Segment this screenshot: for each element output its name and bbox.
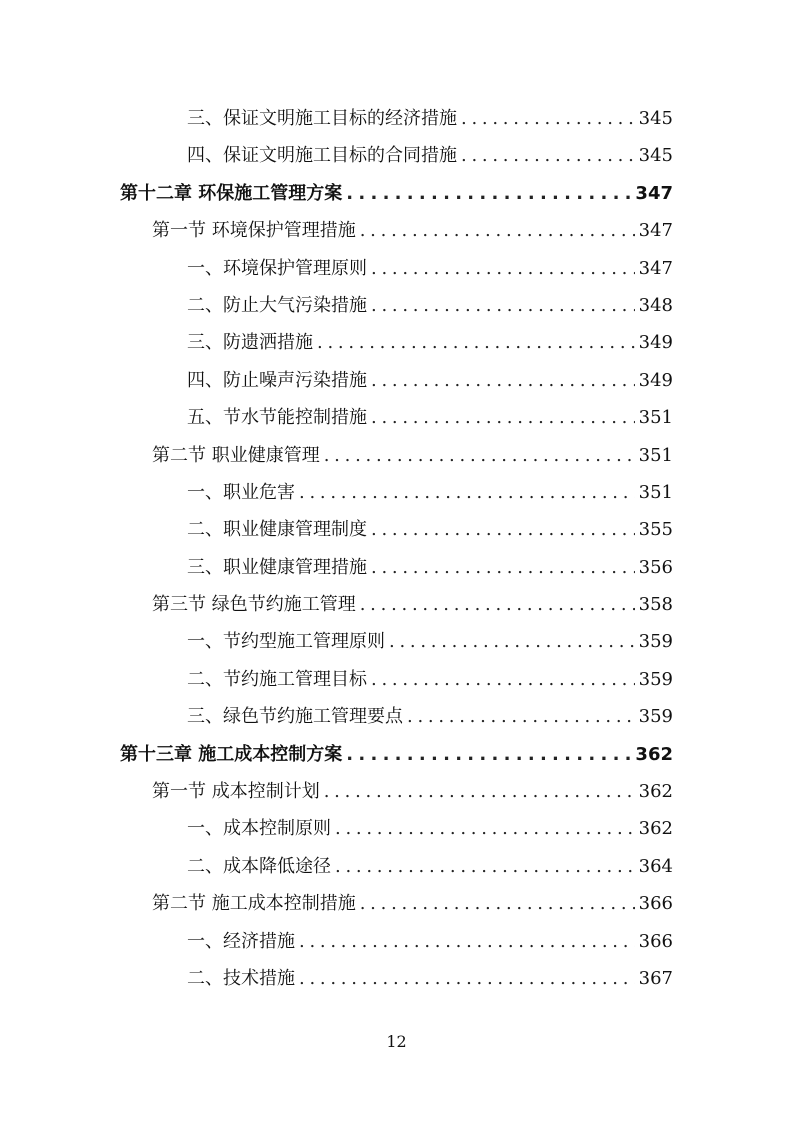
toc-dot-leader — [461, 100, 635, 137]
toc-section-entry[interactable] — [120, 773, 673, 810]
toc-entry-page: 362 — [635, 743, 673, 765]
toc-entry-title: 二、节约施工管理目标 — [187, 668, 367, 690]
toc-entry-title: 一、节约型施工管理原则 — [187, 631, 385, 653]
toc-section-entry[interactable] — [120, 586, 673, 623]
toc-subsection-entry[interactable] — [120, 923, 673, 960]
toc-entry-title: 第十二章 环保施工管理方案 — [120, 182, 343, 204]
toc-entry-title: 第二节 职业健康管理 — [152, 444, 320, 466]
toc-entry-title: 五、节水节能控制措施 — [187, 407, 367, 429]
toc-subsection-entry[interactable] — [120, 698, 673, 735]
toc-entry-page: 348 — [638, 294, 673, 316]
toc-dot-leader — [346, 175, 631, 212]
toc-dot-leader — [461, 137, 635, 174]
toc-entry-page: 359 — [638, 706, 673, 728]
toc-entry-page: 351 — [638, 444, 673, 466]
toc-dot-leader — [371, 287, 635, 324]
toc-dot-leader — [299, 474, 635, 511]
toc-entry-title: 第一节 环境保护管理措施 — [152, 220, 356, 242]
toc-entry-title: 四、保证文明施工目标的合同措施 — [187, 145, 457, 167]
toc-entry-title: 第十三章 施工成本控制方案 — [120, 743, 343, 765]
toc-entry-page: 345 — [638, 145, 673, 167]
toc-subsection-entry[interactable] — [120, 362, 673, 399]
toc-entry-page: 362 — [638, 818, 673, 840]
toc-entry-title: 三、职业健康管理措施 — [187, 556, 367, 578]
toc-entry-title: 一、成本控制原则 — [187, 818, 331, 840]
toc-section-entry[interactable] — [120, 437, 673, 474]
toc-entry-page: 349 — [638, 369, 673, 391]
toc-subsection-entry[interactable] — [120, 960, 673, 997]
toc-entry-title: 二、防止大气污染措施 — [187, 294, 367, 316]
toc-entry-title: 二、成本降低途径 — [187, 855, 331, 877]
toc-dot-leader — [317, 324, 635, 361]
toc-entry-title: 第三节 绿色节约施工管理 — [152, 594, 356, 616]
toc-dot-leader — [324, 437, 635, 474]
toc-subsection-entry[interactable] — [120, 810, 673, 847]
toc-entry-title: 一、经济措施 — [187, 930, 295, 952]
toc-entry-title: 三、保证文明施工目标的经济措施 — [187, 108, 457, 129]
toc-entry-page: 366 — [638, 930, 673, 952]
toc-entry-page: 366 — [638, 893, 673, 915]
toc-dot-leader — [371, 250, 635, 287]
toc-entry-page: 347 — [638, 257, 673, 279]
toc-dot-leader — [360, 212, 635, 249]
toc-subsection-entry[interactable] — [120, 661, 673, 698]
toc-dot-leader — [324, 773, 635, 810]
toc-dot-leader — [389, 623, 635, 660]
toc-entry-page: 351 — [638, 407, 673, 429]
toc-entry-title: 一、职业危害 — [187, 481, 295, 503]
toc-entry-title: 三、绿色节约施工管理要点 — [187, 706, 403, 728]
toc-entry-page: 367 — [638, 967, 673, 989]
toc-dot-leader — [335, 848, 635, 885]
toc-subsection-entry[interactable] — [120, 623, 673, 660]
toc-dot-leader — [346, 736, 631, 773]
toc-entry-title: 二、技术措施 — [187, 967, 295, 989]
toc-entry-page: 359 — [638, 668, 673, 690]
toc-entry-page: 347 — [638, 220, 673, 242]
toc-chapter-entry[interactable] — [120, 175, 673, 212]
toc-dot-leader — [407, 698, 635, 735]
page-number: 12 — [386, 1032, 407, 1051]
toc-entry-page: 362 — [638, 781, 673, 803]
toc-entry-title: 一、环境保护管理原则 — [187, 257, 367, 279]
toc-entry-title: 三、防遗洒措施 — [187, 332, 313, 354]
toc-subsection-entry[interactable] — [120, 100, 673, 137]
toc-subsection-entry[interactable] — [120, 137, 673, 174]
toc-entry-page: 358 — [638, 594, 673, 616]
toc-dot-leader — [371, 661, 635, 698]
toc-dot-leader — [371, 549, 635, 586]
toc-entry-page: 359 — [638, 631, 673, 653]
toc-subsection-entry[interactable] — [120, 324, 673, 361]
toc-dot-leader — [371, 511, 635, 548]
toc-section-entry[interactable] — [120, 212, 673, 249]
toc-chapter-entry[interactable] — [120, 736, 673, 773]
toc-dot-leader — [360, 586, 635, 623]
toc-dot-leader — [335, 810, 635, 847]
toc-entry-title: 第一节 成本控制计划 — [152, 781, 320, 803]
toc-dot-leader — [371, 362, 635, 399]
toc-entry-title: 四、防止噪声污染措施 — [187, 369, 367, 391]
toc-dot-leader — [299, 960, 635, 997]
toc-subsection-entry[interactable] — [120, 474, 673, 511]
toc-entry-page: 355 — [638, 519, 673, 541]
toc-dot-leader — [299, 923, 635, 960]
toc-subsection-entry[interactable] — [120, 250, 673, 287]
toc-subsection-entry[interactable] — [120, 399, 673, 436]
toc-entry-page: 351 — [638, 481, 673, 503]
toc-section-entry[interactable] — [120, 885, 673, 922]
toc-entry-title: 二、职业健康管理制度 — [187, 519, 367, 541]
toc-entry-page: 349 — [638, 332, 673, 354]
toc-dot-leader — [360, 885, 635, 922]
toc-subsection-entry[interactable] — [120, 549, 673, 586]
toc-subsection-entry[interactable] — [120, 287, 673, 324]
toc-dot-leader — [371, 399, 635, 436]
toc-subsection-entry[interactable] — [120, 848, 673, 885]
toc-subsection-entry[interactable] — [120, 511, 673, 548]
table-of-contents — [120, 100, 673, 997]
toc-entry-page: 347 — [635, 182, 673, 204]
toc-entry-page: 356 — [638, 556, 673, 578]
toc-entry-page: 364 — [638, 855, 673, 877]
toc-entry-title: 第二节 施工成本控制措施 — [152, 893, 356, 915]
toc-entry-page: 345 — [638, 108, 673, 129]
